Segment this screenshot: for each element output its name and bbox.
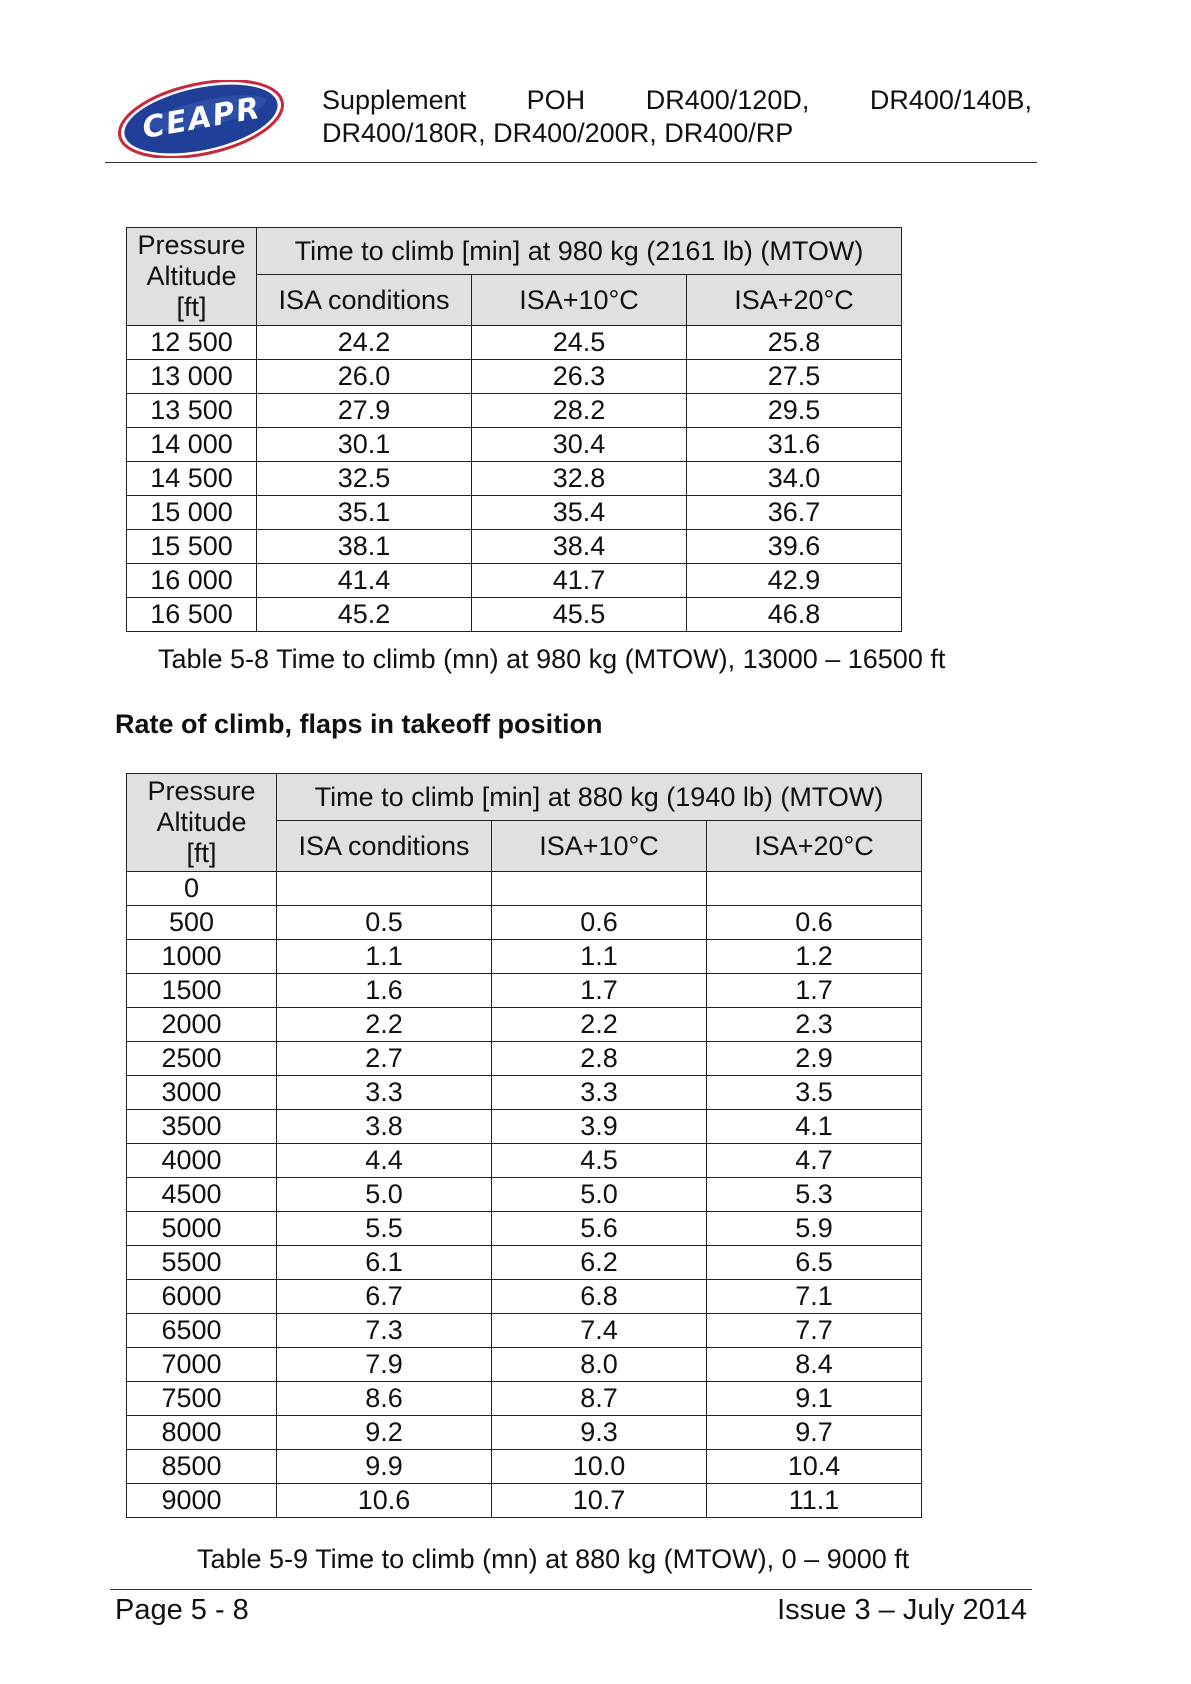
altitude-cell: 12 500 <box>127 326 257 360</box>
time-cell: 9.1 <box>707 1382 922 1416</box>
table-row <box>127 1484 922 1518</box>
time-cell: 6.7 <box>277 1280 492 1314</box>
time-cell: 35.1 <box>257 496 472 530</box>
time-cell: 27.5 <box>687 360 902 394</box>
time-cell: 38.4 <box>472 530 687 564</box>
time-cell: 26.0 <box>257 360 472 394</box>
time-cell: 34.0 <box>687 462 902 496</box>
table-row <box>127 1042 922 1076</box>
time-cell: 5.9 <box>707 1212 922 1246</box>
time-cell: 3.3 <box>492 1076 707 1110</box>
time-cell: 2.2 <box>277 1008 492 1042</box>
time-to-climb-table-980kg <box>126 227 902 632</box>
time-cell: 1.7 <box>492 974 707 1008</box>
altitude-cell: 15 000 <box>127 496 257 530</box>
table-row <box>127 496 902 530</box>
time-cell: 7.7 <box>707 1314 922 1348</box>
time-cell: 10.0 <box>492 1450 707 1484</box>
time-cell: 3.8 <box>277 1110 492 1144</box>
table-row <box>127 1280 922 1314</box>
altitude-cell: 8000 <box>127 1416 277 1450</box>
altitude-cell: 8500 <box>127 1450 277 1484</box>
altitude-cell: 1500 <box>127 974 277 1008</box>
table-row <box>127 1212 922 1246</box>
table-row <box>127 1110 922 1144</box>
document-title-line1: Supplement POH DR400/120D, DR400/140B, <box>322 85 1032 115</box>
time-cell: 41.7 <box>472 564 687 598</box>
column-header: ISA conditions <box>257 275 472 326</box>
table-row <box>127 940 922 974</box>
time-to-climb-table-880kg <box>126 773 922 1518</box>
time-cell: 0.6 <box>492 906 707 940</box>
time-cell: 8.6 <box>277 1382 492 1416</box>
altitude-cell: 7500 <box>127 1382 277 1416</box>
time-cell: 29.5 <box>687 394 902 428</box>
altitude-cell: 500 <box>127 906 277 940</box>
time-cell: 9.7 <box>707 1416 922 1450</box>
time-cell <box>277 872 492 906</box>
table-row <box>127 1416 922 1450</box>
table-row <box>127 598 902 632</box>
time-cell: 2.7 <box>277 1042 492 1076</box>
altitude-cell: 15 500 <box>127 530 257 564</box>
time-cell: 6.5 <box>707 1246 922 1280</box>
time-cell: 45.2 <box>257 598 472 632</box>
altitude-cell: 2000 <box>127 1008 277 1042</box>
time-cell: 30.4 <box>472 428 687 462</box>
time-cell: 8.4 <box>707 1348 922 1382</box>
time-cell: 7.3 <box>277 1314 492 1348</box>
time-cell: 1.1 <box>492 940 707 974</box>
column-header: ISA+20°C <box>707 821 922 872</box>
time-cell: 2.8 <box>492 1042 707 1076</box>
column-header: ISA+20°C <box>687 275 902 326</box>
altitude-cell: 5500 <box>127 1246 277 1280</box>
time-cell: 5.0 <box>492 1178 707 1212</box>
time-cell <box>492 872 707 906</box>
time-cell: 10.6 <box>277 1484 492 1518</box>
altitude-cell: 3000 <box>127 1076 277 1110</box>
altitude-cell: 5000 <box>127 1212 277 1246</box>
table-row <box>127 872 922 906</box>
altitude-cell: 16 500 <box>127 598 257 632</box>
table-row <box>127 974 922 1008</box>
altitude-cell: 6000 <box>127 1280 277 1314</box>
table-row <box>127 1246 922 1280</box>
table-row <box>127 1178 922 1212</box>
table-row <box>127 530 902 564</box>
altitude-cell: 7000 <box>127 1348 277 1382</box>
ceapr-logo <box>115 80 287 158</box>
pressure-altitude-header: Pressure Altitude [ft] <box>127 774 277 872</box>
time-cell: 46.8 <box>687 598 902 632</box>
document-title-line2: DR400/180R, DR400/200R, DR400/RP <box>322 118 794 148</box>
time-cell: 38.1 <box>257 530 472 564</box>
time-cell: 1.6 <box>277 974 492 1008</box>
time-cell: 32.8 <box>472 462 687 496</box>
altitude-cell: 13 000 <box>127 360 257 394</box>
time-cell: 5.6 <box>492 1212 707 1246</box>
altitude-cell: 14 000 <box>127 428 257 462</box>
altitude-cell: 9000 <box>127 1484 277 1518</box>
table-row <box>127 326 902 360</box>
time-cell: 4.4 <box>277 1144 492 1178</box>
time-cell: 26.3 <box>472 360 687 394</box>
table-row <box>127 1076 922 1110</box>
time-cell: 9.3 <box>492 1416 707 1450</box>
logo-text: CEAPR <box>139 91 263 146</box>
table-row <box>127 428 902 462</box>
time-cell: 7.1 <box>707 1280 922 1314</box>
table-row <box>127 1008 922 1042</box>
time-cell: 42.9 <box>687 564 902 598</box>
time-cell: 24.2 <box>257 326 472 360</box>
time-cell: 3.3 <box>277 1076 492 1110</box>
issue-date: Issue 3 – July 2014 <box>777 1594 1027 1626</box>
time-cell: 7.9 <box>277 1348 492 1382</box>
time-cell: 6.2 <box>492 1246 707 1280</box>
time-cell: 9.9 <box>277 1450 492 1484</box>
time-cell: 5.5 <box>277 1212 492 1246</box>
table-row <box>127 1382 922 1416</box>
time-cell: 35.4 <box>472 496 687 530</box>
table-row <box>127 1144 922 1178</box>
time-cell: 5.3 <box>707 1178 922 1212</box>
time-cell: 4.1 <box>707 1110 922 1144</box>
table-row <box>127 394 902 428</box>
time-cell: 45.5 <box>472 598 687 632</box>
time-cell: 9.2 <box>277 1416 492 1450</box>
time-cell: 31.6 <box>687 428 902 462</box>
time-cell: 8.0 <box>492 1348 707 1382</box>
time-cell: 2.3 <box>707 1008 922 1042</box>
time-cell: 41.4 <box>257 564 472 598</box>
span-header: Time to climb [min] at 880 kg (1940 lb) (MTOW) <box>277 774 922 821</box>
time-cell: 25.8 <box>687 326 902 360</box>
time-cell: 39.6 <box>687 530 902 564</box>
table-row <box>127 462 902 496</box>
altitude-cell: 4000 <box>127 1144 277 1178</box>
time-cell: 10.4 <box>707 1450 922 1484</box>
column-header: ISA+10°C <box>492 821 707 872</box>
table-row <box>127 360 902 394</box>
table-row <box>127 564 902 598</box>
time-cell: 24.5 <box>472 326 687 360</box>
time-cell: 30.1 <box>257 428 472 462</box>
column-header: ISA conditions <box>277 821 492 872</box>
time-cell: 27.9 <box>257 394 472 428</box>
altitude-cell: 4500 <box>127 1178 277 1212</box>
altitude-cell: 2500 <box>127 1042 277 1076</box>
table-row <box>127 1348 922 1382</box>
section-heading: Rate of climb, flaps in takeoff position <box>115 709 603 739</box>
altitude-cell: 6500 <box>127 1314 277 1348</box>
page-header <box>105 78 1035 163</box>
time-cell: 4.5 <box>492 1144 707 1178</box>
pressure-altitude-header: Pressure Altitude [ft] <box>127 228 257 326</box>
altitude-cell: 1000 <box>127 940 277 974</box>
time-cell: 6.1 <box>277 1246 492 1280</box>
time-cell: 3.5 <box>707 1076 922 1110</box>
altitude-cell: 3500 <box>127 1110 277 1144</box>
table-row <box>127 906 922 940</box>
time-cell: 3.9 <box>492 1110 707 1144</box>
time-cell: 0.5 <box>277 906 492 940</box>
time-cell: 32.5 <box>257 462 472 496</box>
time-cell: 0.6 <box>707 906 922 940</box>
altitude-cell: 0 <box>127 872 277 906</box>
table-caption: Table 5-9 Time to climb (mn) at 880 kg (MTOW), 0 – 9000 ft <box>197 1544 910 1574</box>
time-cell: 6.8 <box>492 1280 707 1314</box>
span-header: Time to climb [min] at 980 kg (2161 lb) (MTOW) <box>257 228 902 275</box>
table-row <box>127 1450 922 1484</box>
page-number: Page 5 - 8 <box>115 1594 249 1626</box>
time-cell: 2.2 <box>492 1008 707 1042</box>
time-cell: 8.7 <box>492 1382 707 1416</box>
time-cell: 1.7 <box>707 974 922 1008</box>
time-cell: 11.1 <box>707 1484 922 1518</box>
altitude-cell: 14 500 <box>127 462 257 496</box>
time-cell: 4.7 <box>707 1144 922 1178</box>
time-cell: 5.0 <box>277 1178 492 1212</box>
time-cell: 2.9 <box>707 1042 922 1076</box>
time-cell: 1.2 <box>707 940 922 974</box>
column-header: ISA+10°C <box>472 275 687 326</box>
time-cell: 10.7 <box>492 1484 707 1518</box>
table-row <box>127 1314 922 1348</box>
time-cell: 7.4 <box>492 1314 707 1348</box>
time-cell: 28.2 <box>472 394 687 428</box>
time-cell: 36.7 <box>687 496 902 530</box>
table-caption: Table 5-8 Time to climb (mn) at 980 kg (MTOW), 13000 – 16500 ft <box>158 644 946 674</box>
header-divider <box>105 162 1037 163</box>
altitude-cell: 16 000 <box>127 564 257 598</box>
time-cell: 1.1 <box>277 940 492 974</box>
footer-divider <box>110 1589 1032 1590</box>
time-cell <box>707 872 922 906</box>
altitude-cell: 13 500 <box>127 394 257 428</box>
